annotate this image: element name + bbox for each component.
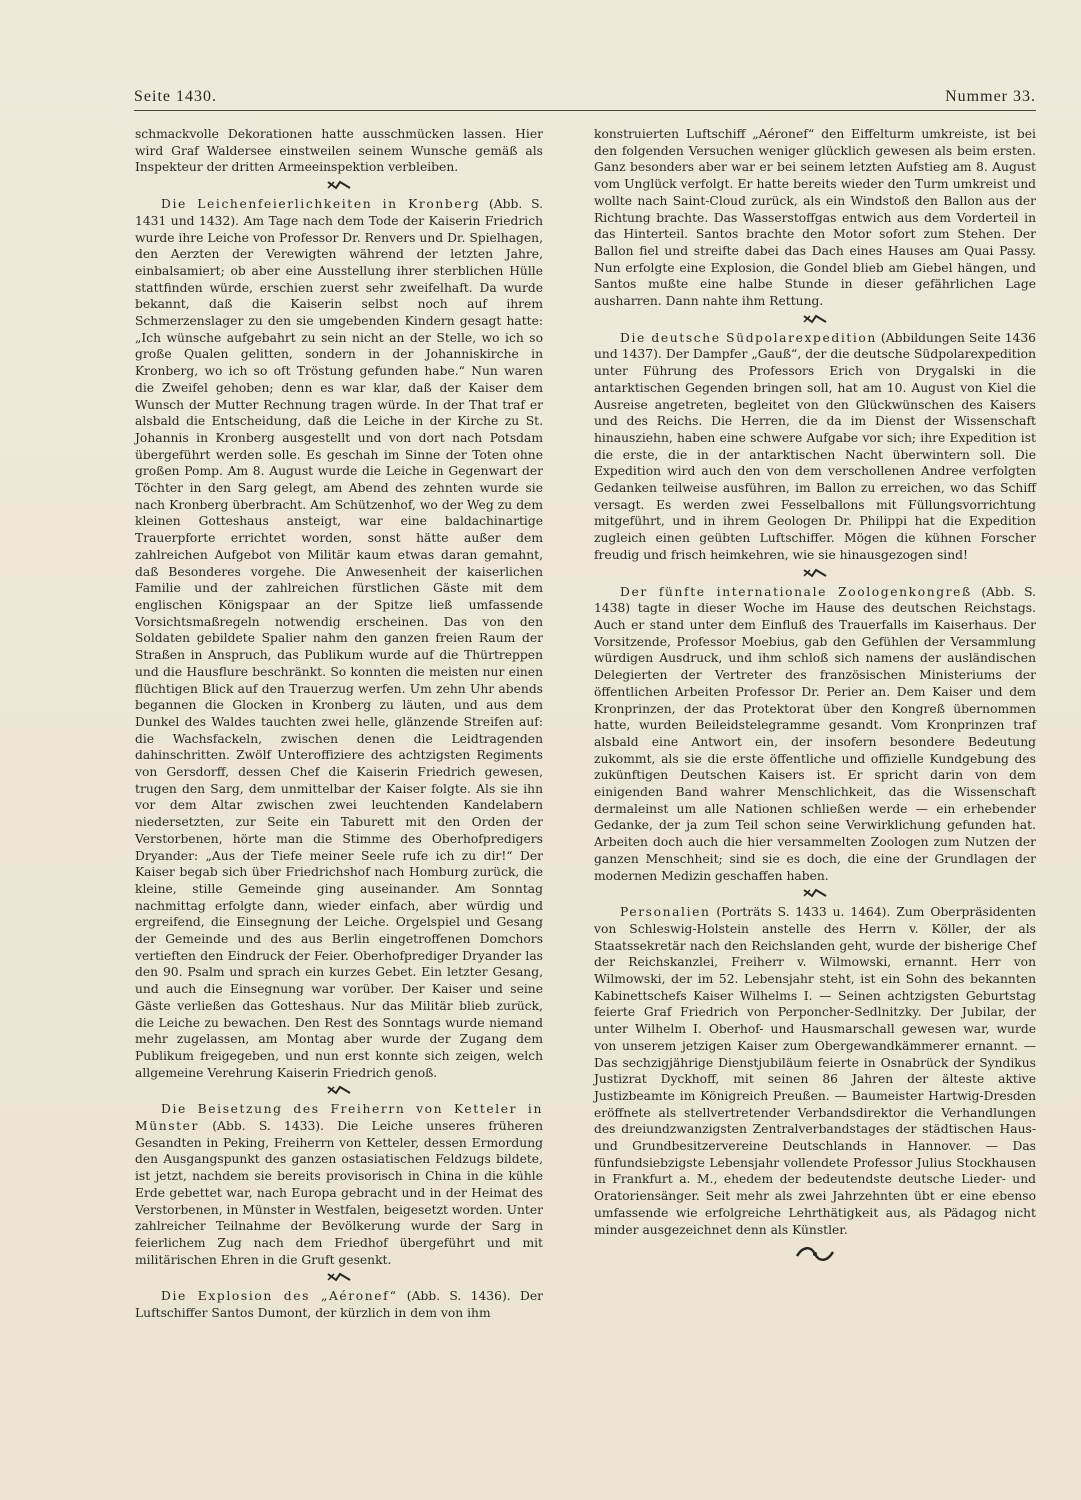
article-body: (Abbildungen Seite 1436 und 1437). Der Dampfer „Gauß“, der die deutsche Südpolarexpedition unter Führung des Professors Erich von Drygalski in die antarktischen Gegenden bringen soll, hat am 10. August von Kiel die Ausreise angetreten, begleitet von den Glückwünschen des Kaisers und des Reichs. Die Herren, die da im Dienst der Wissenschaft hinausziehn, haben eine schwere Aufgabe vor sich; ihre Expedition ist die erste, die in der antarktischen Nacht überwintern soll. Die Expedition wird auch den von dem verschollenen Andree verfolgten Gedanken teilweise ausführen, im Ballon zu erreichen, wo das Schiff versagt. Es werden zwei Fesselballons mit Füllungsvorrichtung mitgeführt, und in ihrem Geologen Dr. Philippi hat die Expedition zugleich einen geübten Luftschiffer. Mögen die kühnen Forscher freudig und frisch heimkehren, wie sie hinausgezogen sind!	[594, 330, 1036, 562]
article-headline: Die Beisetzung des Freiherrn von Ketteler in Münster	[135, 1102, 543, 1134]
article-leichenfeier	[135, 196, 543, 1081]
header-rule	[134, 110, 1036, 111]
left-column	[135, 126, 543, 1322]
article-body: (Abb. S. 1431 und 1432). Am Tage nach dem Tode der Kaiserin Friedrich wurde ihre Leiche von Professor Dr. Renvers und Dr. Spielhagen, den Aerzten der Verewigten während der letzten Jahre, einbalsamiert; ob aber eine Ausstellung ihrer sterblichen Hülle stattfinden würde, erschien zuerst sehr zweifelhaft. Da wurde bekannt, daß die Kaiserin selbst noch auf ihrem Schmerzenslager zu den sie umgebenden Kindern gesagt hatte: „Ich wünsche aufgebahrt zu sein nicht an der Stelle, wo ich so große Qualen gelitten, sondern in der Johanniskirche in Kronberg, wo ich so oft Tröstung gefunden habe.“ Nun waren die Zweifel gehoben; denn es war klar, daß der Kaiser dem Wunsch der Mutter Rechnung tragen würde. In der That traf er alsbald die Entscheidung, daß die Leiche in der Kirche zu St. Johannis in Kronberg ausgestellt und von dort nach Potsdam übergeführt werden solle. Es geschah im Sinne der Toten ohne großen Pomp. Am 8. August wurde die Leiche in Gegenwart der Töchter in den Sarg gelegt, am Abend des zehnten wurde sie nach Kronberg überbracht. Am Schützenhof, wo der Weg zu dem kleinen Gotteshaus ansteigt, war eine baldachinartige Trauerpforte errichtet worden, sonst hätte außer dem zahlreichen Aufgebot von Militär kaum etwas daran gemahnt, daß Besonderes vorgehe. Die Anwesenheit der kaiserlichen Familie und der zahlreichen fürstlichen Gäste mit dem englischen Königspaar an der Spitze ließ umfassende Vorsichtsmaßregeln notwendig erscheinen. Das von den Soldaten gebildete Spalier nahm den ganzen freien Raum der Straßen in Anspruch, das Publikum wurde auf die Thürtreppen und die Hausflure beschränkt. So konnten die meisten nur einen flüchtigen Blick auf den Trauerzug werfen. Um zehn Uhr abends begannen die Glocken in Kronberg zu läuten, und aus dem Dunkel des Waldes tauchten zwei helle, glänzende Streifen auf: die Wachsfackeln, zwischen denen die Leidtragenden dahinschritten. Zwölf Unteroffiziere des achtzigsten Regiments von Gersdorff, dessen Chef die Kaiserin Friedrich gewesen, trugen den Sarg, dem unmittelbar der Kaiser folgte. Als sie ihn vor dem Altar zwischen zwei leuchtenden Kandelabern niedersetzten, zur Seite ein Taburett mit den Orden der Verstorbenen, hörte man die Stimme des Oberhofpredigers Dryander: „Aus der Tiefe meiner Seele rufe ich zu dir!“ Der Kaiser begab sich über Friedrichshof nach Homburg zurück, die kleine, stille Gemeinde ging auseinander. Am Sonntag nachmittag erfolgte dann, wieder einfach, aber würdig und ergreifend, die Einsegnung der Leiche. Orgelspiel und Gesang der Gemeinde und des aus Berlin eingetroffenen Domchors vertieften den Eindruck der Feier. Oberhofprediger Dryander las den 90. Psalm und sprach ein kurzes Gebet. Ein letzter Gesang, und auch die Einsegnung war vorüber. Der Kaiser und seine Gäste verließen das Gotteshaus. Nur das Militär blieb zurück, die Leiche zu bewachen. Den Rest des Sonntags wurde niemand mehr zugelassen, am Montag aber wurde der Zugang dem Publikum freigegeben, und nun erst konnte sich zeigen, welch allgemeine Verehrung Kaiserin Friedrich genoß.	[135, 197, 543, 1080]
article-personalien	[594, 904, 1036, 1238]
article-aeronef	[135, 1288, 543, 1321]
section-divider-ornament	[135, 1083, 543, 1101]
article-body: (Porträts S. 1433 u. 1464). Zum Oberpräsidenten von Schleswig-Holstein anstelle des Herrn v. Köller, der als Staatssekretär nach den Reichslanden geht, wurde der bisherige Chef der Reichskanzlei, Freiherr v. Wilmowski, ernannt. Herr von Wilmowski, der im 52. Lebensjahr steht, ist ein Sohn des bekannten Kabinettschefs Kaiser Wilhelms I. — Seinen achtzigsten Geburtstag feierte Graf Friedrich von Perponcher-Sedlnitzky. Der Jubilar, der unter Wilhelm I. Oberhof- und Hausmarschall gewesen war, wurde von unserem jetzigen Kaiser zum Obergewandkämmerer ernannt. — Das sechzigjährige Dienstjubiläum feierte in Osnabrück der Syndikus Justizrat Dyckhoff, mit seinen 86 Jahren der älteste aktive Justizbeamte im Königreich Preußen. — Baumeister Hartwig-Dresden eröffnete als stellvertretender Verbandsdirektor die Verhandlungen des dreiundzwanzigsten Zentralverbandstages der städtischen Haus- und Grundbesitzervereine Deutschlands in Hannover. — Das fünfundsiebzigste Lebensjahr vollendete Professor Julius Stockhausen in Frankfurt a. M., ehedem der bedeutendste deutsche Lieder- und Oratoriensänger. Seit mehr als zwei Jahrzehnten übt er eine ebenso umfassende wie erfolgreiche Lehrthätigkeit aus, als Pädagog nicht minder ausgezeichnet denn als Künstler.	[594, 905, 1036, 1237]
article-continuation: schmackvolle Dekorationen hatte ausschmücken lassen. Hier wird Graf Waldersee einstweilen seinem Wunsche gemäß als Inspekteur der dritten Armeeinspektion verbleiben.	[135, 127, 543, 175]
page-header	[134, 88, 1036, 114]
article-suedpolar	[594, 330, 1036, 564]
right-column	[594, 126, 1036, 1269]
end-flourish-ornament	[594, 1244, 1036, 1269]
article-headline: Personalien	[620, 905, 711, 920]
article-continuation: konstruierten Luftschiff „Aéronef“ den Eiffelturm umkreiste, ist bei den folgenden Versuchen weniger glücklich gewesen als beim ersten. Ganz besonders aber war er bei seinem letzten Aufstieg am 8. August vom Unglück verfolgt. Er hatte bereits wieder den Turm umkreist und wollte nach Saint-Cloud zurück, als ein Windstoß den Ballon aus der Richtung brachte. Das Wasserstoffgas entwich aus dem Vorderteil in das Hinterteil. Santos brachte den Motor sofort zum Stehen. Der Ballon fiel und streifte dabei das Dach eines Hauses am Quai Passy. Nun erfolgte eine Explosion, die Gondel blieb am Giebel hängen, und Santos mußte eine halbe Stunde in dieser gefährlichen Lage ausharren. Dann nahte ihm Rettung.	[594, 127, 1036, 309]
article-headline: Der fünfte internationale Zoologenkongreß	[620, 584, 972, 599]
article-headline: Die Leichenfeierlichkeiten in Kronberg	[161, 197, 481, 212]
article-body: (Abb. S. 1438) tagte in dieser Woche im Hause des deutschen Reichstags. Auch er stand unter dem Einfluß des Trauerfalls im Kaiserhaus. Der Vorsitzende, Professor Moebius, gab den Gefühlen der Versammlung würdigen Ausdruck, und ihm schloß sich namens der ausländischen Delegierten der Vertreter des französischen Ministeriums der öffentlichen Arbeiten Professor Dr. Perier an. Dem Kaiser und dem Kronprinzen, der das Protektorat über den Kongreß übernommen hatte, wurden Beileidstelegramme gesandt. Vom Kronprinzen traf alsbald eine Antwort ein, der insofern besondere Bedeutung zukommt, als sie die erste öffentliche und offizielle Kundgebung des zukünftigen Deutschen Kaisers ist. Er spricht darin von dem einigenden Band wahrer Menschlichkeit, das die Wissenschaft dermaleinst um alle Nationen schließen werde — ein erhebender Gedanke, der ja zum Teil schon seine Verwirklichung gefunden hat. Arbeiten doch auch die hier versammelten Zoologen zum Nutzen der ganzen Menschheit; sind sie es doch, die eine der Grundlagen der modernen Medizin geschaffen haben.	[594, 584, 1036, 883]
section-divider-ornament	[594, 886, 1036, 904]
section-divider-ornament	[135, 178, 543, 196]
section-divider-ornament	[594, 566, 1036, 584]
issue-number: Nummer 33.	[945, 88, 1036, 105]
article-ketteler	[135, 1101, 543, 1268]
article-body: (Abb. S. 1436). Der Luftschiffer Santos Dumont, der kürzlich in dem von ihm	[135, 1289, 543, 1321]
article-body: (Abb. S. 1433). Die Leiche unseres früheren Gesandten in Peking, Freiherrn von Ketteler, dessen Ermordung den Ausgangspunkt des ganzen ostasiatischen Feldzugs bildete, ist jetzt, nachdem sie bereits provisorisch in China in die kühle Erde gebettet war, nach Europa gebracht und in der Heimat des Verstorbenen, in Münster in Westfalen, beigesetzt worden. Unter zahlreicher Teilnahme der Bevölkerung wurde der Sarg in feierlichem Zug nach dem Friedhof übergeführt und mit militärischen Ehren in die Gruft gesenkt.	[135, 1119, 543, 1267]
article-zoologen	[594, 584, 1036, 885]
page-number: Seite 1430.	[134, 88, 217, 105]
section-divider-ornament	[135, 1270, 543, 1288]
article-headline: Die Explosion des „Aéronef“	[161, 1289, 398, 1304]
article-headline: Die deutsche Südpolarexpedition	[620, 330, 877, 345]
section-divider-ornament	[594, 312, 1036, 330]
